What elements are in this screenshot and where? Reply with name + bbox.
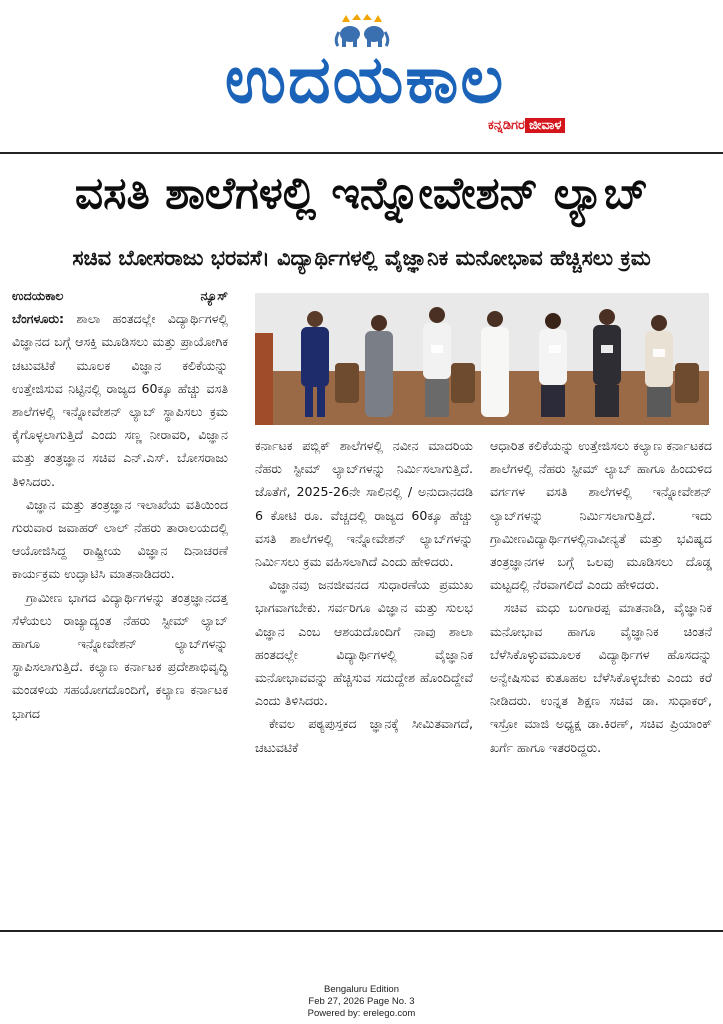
page-footer (0, 984, 723, 1020)
byline (12, 284, 228, 307)
brand-logo: ಉದಯಕಾಲ (224, 41, 506, 118)
article-headline: ವಸತಿ ಶಾಲೆಗಳಲ್ಲಿ ಇನ್ನೋವೇಶನ್ ಲ್ಯಾಬ್ (74, 168, 649, 219)
tagline-part-b: ಜೀವಾಳ (525, 118, 565, 133)
paragraph-8: ಸಚಿವ ಮಧು ಬಂಗಾರಪ್ಪ ಮಾತನಾಡಿ, ವೈಜ್ಞಾನಿಕ ಮನೋಭಾವ ಹಾಗೂ ವೈಜ್ಞಾನಿಕ ಚಿಂತನೆ ಬೆಳೆಸಿಕೊಳ್ಳುವಮೂಲಕ ವಿದ್ಯಾರ್ಥಿಗಳ ಹೊಸದನ್ನು ಅನ್ವೇಷಿಸುವ ಕುತೂಹಲ ಬೆಳೆಸಿಕೊಳ್ಳಬೇಕು ಎಂದು ಕರೆ ನೀಡಿದರು. ಉನ್ನತ ಶಿಕ್ಷಣ ಸಚಿವ ಡಾ. ಸುಧಾಕರ್, ಇಸ್ರೋ ಮಾಜಿ ಅಧ್ಯಕ್ಷ ಡಾ.ಕಿರಣ್, ಸಚಿವ ಪ್ರಿಯಾಂಕ್ ಖರ್ಗೆ ಹಾಗೂ ಇತರರಿದ್ದರು. (490, 600, 712, 755)
article-column-3 (490, 434, 712, 910)
byline-news: ನ್ಯೂಸ್ (200, 288, 228, 303)
paragraph-1: ಶಾಲಾ ಹಂತದಲ್ಲೇ ವಿದ್ಯಾರ್ಥಿಗಳಲ್ಲಿ ವಿಜ್ಞಾನದ ಬಗ್ಗೆ ಆಸಕ್ತಿ ಮೂಡಿಸಲು ಮತ್ತು ಪ್ರಾಯೋಗಿಕ ಚಟುವಟಿಕೆ ಮೂಲಕ ವಿಜ್ಞಾನ ಕಲಿಕೆಯನ್ನು ಉತ್ತೇಜಿಸುವ ನಿಟ್ಟಿನಲ್ಲಿ ರಾಜ್ಯದ 60ಕ್ಕೂ ಹೆಚ್ಚು ವಸತಿ ಶಾಲೆಗಳಲ್ಲಿ ಇನ್ನೋವೇಶನ್ ಲ್ಯಾಬ್ ಸ್ಥಾಪಿಸಲು ಕ್ರಮ ಕೈಗೊಳ್ಳಲಾಗುತ್ತಿದೆ ಎಂದು ಸಣ್ಣ ನೀರಾವರಿ, ವಿಜ್ಞಾನ ಮತ್ತು ತಂತ್ರಜ್ಞಾನ ಸಚಿವ ಎನ್.ಎಸ್. ಬೋಸರಾಜು ತಿಳಿಸಿದರು. (12, 311, 228, 489)
event-photo (255, 293, 709, 425)
top-divider (0, 152, 723, 154)
paragraph-6: ಕೇವಲ ಪಠ್ಯಪುಸ್ತಕದ ಜ್ಞಾನಕ್ಕೆ ಸೀಮಿತವಾಗದೆ, ಚಟುವಟಿಕೆ (255, 716, 473, 755)
paragraph-7: ಆಧಾರಿತ ಕಲಿಕೆಯನ್ನು ಉತ್ತೇಜಿಸಲು ಕಲ್ಯಾಣ ಕರ್ನಾಟಕದ ಶಾಲೆಗಳಲ್ಲಿ ನೆಹರು ಸ್ಟೀಮ್ ಲ್ಯಾಬ್ ಹಾಗೂ ಹಿಂದುಳಿದ ವರ್ಗಗಳ ವಸತಿ ಶಾಲೆಗಳಲ್ಲಿ ಇನ್ನೋವೇಶನ್ ಲ್ಯಾಬ್‌ಗಳನ್ನು ನಿರ್ಮಿಸಲಾಗುತ್ತಿದೆ. ಇದು ಗ್ರಾಮೀಣವಿದ್ಯಾರ್ಥಿಗಳಲ್ಲಿನಾವೀನ್ಯತೆ ಮತ್ತು ಭವಿಷ್ಯದ ತಂತ್ರಜ್ಞಾನಗಳ ಬಗ್ಗೆ ಒಲವು ಮೂಡಿಸಲು ದೊಡ್ಡ ಮಟ್ಟದಲ್ಲಿ ನೆರವಾಗಲಿದೆ ಎಂದು ಹೇಳಿದರು. (490, 438, 712, 593)
brand-tagline (488, 116, 565, 136)
paragraph-4: ಕರ್ನಾಟಕ ಪಬ್ಲಿಕ್ ಶಾಲೆಗಳಲ್ಲಿ ನವೀನ ಮಾದರಿಯ ನೆಹರು ಸ್ಟೀಮ್ ಲ್ಯಾಬ್‌ಗಳನ್ನು ನಿರ್ಮಿಸಲಾಗುತ್ತಿದೆ. ಜೊತೆಗೆ, 2025-26ನೇ ಸಾಲಿನಲ್ಲಿ / ಅನುದಾನದಡಿ 6 ಕೋಟಿ ರೂ. ವೆಚ್ಚದಲ್ಲಿ ರಾಜ್ಯದ 60ಕ್ಕೂ ಹೆಚ್ಚು ವಸತಿ ಶಾಲೆಗಳಲ್ಲಿ ಇನ್ನೋವೇಶನ್ ಲ್ಯಾಬ್‌ಗಳನ್ನು ನಿರ್ಮಿಸಲು ಕ್ರಮ ವಹಿಸಲಾಗಿದೆ ಎಂದು ಹೇಳಿದರು. (255, 438, 473, 570)
tagline-part-a: ಕನ್ನಡಿಗರ (488, 118, 525, 133)
paragraph-3: ಗ್ರಾಮೀಣ ಭಾಗದ ವಿದ್ಯಾರ್ಥಿಗಳನ್ನು ತಂತ್ರಜ್ಞಾನದತ್ತ ಸೆಳೆಯಲು ರಾಜ್ಯಾದ್ಯಂತ ನೆಹರು ಸ್ಟೀಮ್ ಲ್ಯಾಬ್ ಹಾಗೂ ಇನ್ನೋವೇಶನ್ ಲ್ಯಾಬ್‌ಗಳನ್ನು ಸ್ಥಾಪಿಸಲಾಗುತ್ತಿದೆ. ಕಲ್ಯಾಣ ಕರ್ನಾಟಕ ಪ್ರದೇಶಾಭಿವೃದ್ಧಿ ಮಂಡಳಿಯ ಸಹಯೋಗದೊಂದಿಗೆ, ಕಲ್ಯಾಣ ಕರ್ನಾಟಕ ಭಾಗದ (12, 589, 228, 721)
bottom-divider (0, 930, 723, 932)
footer-powered-by: Powered by: erelego.com (307, 1008, 416, 1019)
event-photo-illustration (255, 293, 709, 425)
masthead (0, 0, 723, 150)
article-column-1 (12, 284, 228, 910)
dateline: ಬೆಂಗಳೂರು: (12, 311, 65, 327)
article-subhead: ಸಚಿವ ಬೋಸರಾಜು ಭರವಸೆ। ವಿದ್ಯಾರ್ಥಿಗಳಲ್ಲಿ ವೈಜ್ಞಾನಿಕ ಮನೋಭಾವ ಹೆಚ್ಚಿಸಲು ಕ್ರಮ (72, 246, 651, 270)
paragraph-2: ವಿಜ್ಞಾನ ಮತ್ತು ತಂತ್ರಜ್ಞಾನ ಇಲಾಖೆಯ ವತಿಯಿಂದ ಗುರುವಾರ ಜವಾಹರ್ ಲಾಲ್ ನೆಹರು ತಾರಾಲಯದಲ್ಲಿ ಆಯೋಜಿಸಿದ್ದ ರಾಷ್ಟ್ರೀಯ ವಿಜ್ಞಾನ ದಿನಾಚರಣೆ ಕಾರ್ಯಕ್ರಮ ಉದ್ಘಾಟಿಸಿ ಮಾತನಾಡಿದರು. (12, 496, 228, 582)
footer-date-page: Feb 27, 2026 Page No. 3 (308, 996, 415, 1007)
paragraph-5: ವಿಜ್ಞಾನವು ಜನಜೀವನದ ಸುಧಾರಣೆಯ ಪ್ರಮುಖ ಭಾಗವಾಗಬೇಕು. ಸರ್ವರಿಗೂ ವಿಜ್ಞಾನ ಮತ್ತು ಸುಲಭ ವಿಜ್ಞಾನ ಎಂಬ ಆಶಯದೊಂದಿಗೆ ನಾವು ಶಾಲಾ ಹಂತದಲ್ಲೇ ವಿದ್ಯಾರ್ಥಿಗಳಲ್ಲಿ ವೈಜ್ಞಾನಿಕ ಮನೋಭಾವವನ್ನು ಹೆಚ್ಚಿಸುವ ಸದುದ್ದೇಶ ಹೊಂದಿದ್ದೇವೆ ಎಂದು ತಿಳಿಸಿದರು. (255, 577, 473, 709)
article-column-2 (255, 434, 473, 910)
byline-source: ಉದಯಕಾಲ (12, 288, 64, 303)
footer-edition: Bengaluru Edition (324, 984, 399, 995)
